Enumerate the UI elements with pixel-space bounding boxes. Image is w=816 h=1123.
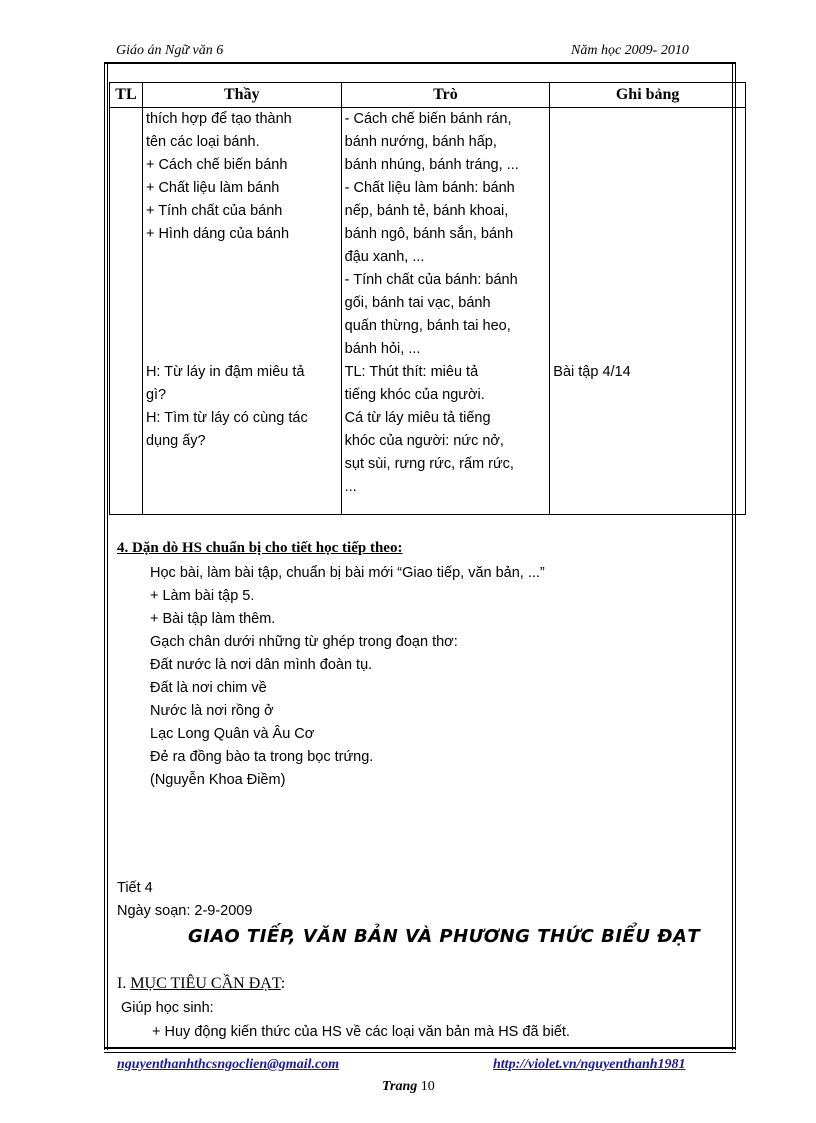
ghi-gap [553, 108, 742, 361]
poem-line: Đẻ ra đồng bào ta trong bọc trứng. [150, 749, 374, 765]
tro-line: bánh nướng, bánh hấp, [344, 134, 497, 150]
thay-question: gì? [145, 387, 167, 403]
table-header-row [110, 83, 746, 108]
homework-line: + Bài tập làm thêm. [150, 611, 276, 627]
header-school-year: Năm học 2009- 2010 [571, 43, 689, 58]
tro-line: - Tính chất của bánh: bánh [344, 272, 518, 288]
tro-line: TL: Thút thít: miêu tả [344, 364, 479, 380]
tro-line: khóc của người: nức nở, [344, 433, 504, 449]
objectives-heading [117, 975, 285, 993]
tro-line: bánh hỏi, ... [344, 341, 421, 357]
objective-line: + Huy động kiến thức của HS về các loại văn bản mà HS đã biết. [152, 1024, 570, 1040]
cell-tro [341, 108, 550, 515]
cell-tl [110, 108, 143, 515]
tro-line: - Cách chế biến bánh rán, [344, 111, 512, 127]
tro-line: Cá từ láy miêu tả tiếng [344, 410, 491, 426]
poem-author: (Nguyễn Khoa Điềm) [150, 772, 286, 788]
poem-line: Lạc Long Quân và Âu Cơ [150, 726, 315, 742]
page-frame-left-inner [107, 62, 108, 1050]
homework-list [150, 562, 545, 792]
cell-thay [142, 108, 341, 515]
thay-question: H: Tìm từ láy có cùng tác [145, 410, 308, 426]
page-label: Trang [382, 1079, 418, 1094]
tro-line: bánh nhúng, bánh tráng, ... [344, 157, 519, 173]
objectives-prefix: I. [117, 975, 131, 992]
lesson-table [109, 82, 746, 515]
thay-line: + Chất liệu làm bánh [145, 180, 280, 196]
lesson-date: Ngày soạn: 2-9-2009 [117, 903, 253, 919]
thay-gap [146, 246, 338, 361]
header-tl: TL [110, 83, 143, 108]
tro-line: ... [344, 479, 357, 495]
tro-line: đậu xanh, ... [344, 249, 425, 265]
homework-line: + Làm bài tập 5. [150, 588, 255, 604]
tro-line: - Chất liệu làm bánh: bánh [344, 180, 515, 196]
tro-line: quấn thừng, bánh tai heo, [344, 318, 511, 334]
poem-line: Đất nước là nơi dân mình đoàn tụ. [150, 657, 373, 673]
poem-line: Nước là nơi rồng ở [150, 703, 274, 719]
homework-title: 4. Dặn dò HS chuẩn bị cho tiết học tiếp theo: [117, 540, 403, 556]
objectives-suffix: : [280, 975, 286, 992]
header-tro: Trò [341, 83, 550, 108]
thay-line: + Tính chất của bánh [145, 203, 283, 219]
page-number [382, 1079, 435, 1095]
header-thay: Thầy [142, 83, 341, 108]
page-frame-bottom-inner [104, 1052, 736, 1053]
thay-question: dụng ấy? [145, 433, 206, 449]
tro-line: nếp, bánh tẻ, bánh khoai, [344, 203, 509, 219]
tro-line: bánh ngô, bánh sắn, bánh [344, 226, 514, 242]
homework-line: Gạch chân dưới những từ ghép trong đoạn thơ: [150, 634, 458, 650]
lesson-number: Tiết 4 [117, 880, 153, 896]
thay-question: H: Từ láy in đậm miêu tả [145, 364, 305, 380]
poem-line: Đất là nơi chim về [150, 680, 267, 696]
thay-line: tên các loại bánh. [145, 134, 260, 150]
tro-line: tiếng khóc của người. [344, 387, 485, 403]
thay-line: + Cách chế biến bánh [145, 157, 288, 173]
page-frame-bottom [104, 1047, 736, 1049]
thay-line: + Hình dáng của bánh [145, 226, 290, 242]
objectives-intro: Giúp học sinh: [121, 1000, 214, 1016]
table-row [110, 108, 746, 515]
tro-line: sụt sùi, rưng rức, rấm rức, [344, 456, 514, 472]
homework-line: Học bài, làm bài tập, chuẩn bị bài mới “Giao tiếp, văn bản, ...” [150, 565, 545, 581]
lesson-title: GIAO TIẾP, VĂN BẢN VÀ PHƯƠNG THỨC BIỂU ĐẠT [188, 926, 701, 947]
cell-ghi-bang [550, 108, 746, 515]
page-frame-left [104, 62, 105, 1050]
header-subject: Giáo án Ngữ văn 6 [116, 43, 224, 58]
footer-email-link[interactable]: nguyenthanhthcsngoclien@gmail.com [117, 1057, 340, 1072]
tro-line: gối, bánh tai vạc, bánh [344, 295, 491, 311]
page-number-value: 10 [420, 1079, 435, 1094]
objectives-label: MỤC TIÊU CẦN ĐẠT [130, 975, 281, 992]
thay-line: thích hợp để tạo thành [145, 111, 292, 127]
page-frame-top [104, 62, 736, 64]
ghi-bang-exercise: Bài tập 4/14 [553, 364, 631, 380]
footer-url-link[interactable]: http://violet.vn/nguyenthanh1981 [493, 1057, 686, 1072]
header-ghi-bang: Ghi bảng [550, 83, 746, 108]
